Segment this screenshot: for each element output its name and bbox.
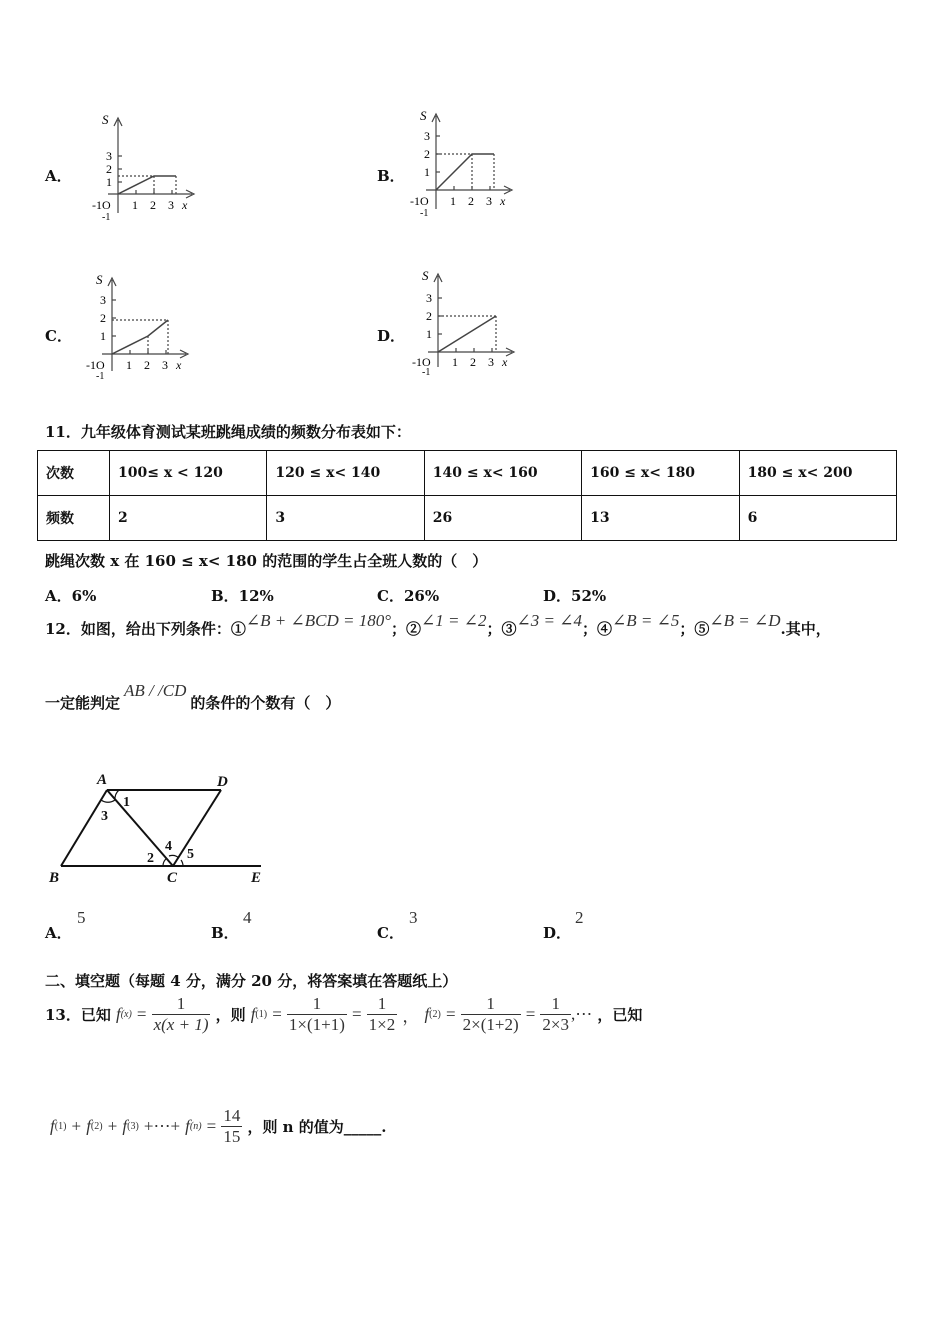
tick-y-1: 1 bbox=[426, 327, 432, 341]
table-cell: 频数 bbox=[38, 496, 110, 541]
origin-label: -1O bbox=[412, 355, 431, 369]
tick-x-1: 1 bbox=[450, 194, 456, 208]
q12-option-a-value: 5 bbox=[77, 908, 86, 927]
denominator: 1×(1+1) bbox=[288, 1015, 345, 1034]
q12-cond1: ∠B + ∠BCD = 180° bbox=[245, 611, 392, 630]
q12-cond5: ∠B = ∠D bbox=[709, 611, 781, 630]
line-dc bbox=[173, 790, 221, 866]
denominator: 2×3 bbox=[542, 1015, 569, 1034]
tick-x-1: 1 bbox=[452, 355, 458, 369]
denominator: 1×2 bbox=[368, 1015, 396, 1034]
label-angle-2: 2 bbox=[147, 851, 154, 866]
tick-y-3: 3 bbox=[426, 291, 432, 305]
q12-option-d-value: 2 bbox=[575, 908, 584, 927]
origin-label: -1O bbox=[86, 358, 105, 372]
label-angle-5: 5 bbox=[187, 847, 194, 862]
q11-option-c: C．26% bbox=[377, 587, 440, 605]
q12-sep2: ；② bbox=[391, 620, 422, 638]
q13-known: ，已知 bbox=[597, 1006, 643, 1024]
sum-f3-sub: (3) bbox=[127, 1121, 139, 1132]
q13-then: ，则 bbox=[215, 1006, 246, 1024]
q13-frac-f1b bbox=[367, 994, 398, 1035]
q13-frac-f2b bbox=[540, 994, 571, 1035]
label-angle-3: 3 bbox=[101, 809, 108, 824]
label-a: A bbox=[97, 772, 108, 788]
equals: = bbox=[525, 1004, 536, 1024]
q13-eq: = bbox=[136, 1004, 147, 1024]
tick-x-3: 3 bbox=[488, 355, 494, 369]
label-angle-4: 4 bbox=[165, 839, 172, 854]
q12-cond3: ∠3 = ∠4 bbox=[516, 611, 582, 630]
q13-frac-f1a bbox=[287, 994, 347, 1035]
graph-line bbox=[436, 154, 494, 190]
equals: = bbox=[445, 1004, 456, 1024]
frequency-table bbox=[37, 450, 897, 541]
section-title: 二、填空题（每题 4 分，满分 20 分，将答案填在答题纸上） bbox=[45, 972, 458, 990]
x-label: x bbox=[500, 194, 506, 208]
label-angle-1: 1 bbox=[123, 795, 130, 810]
denominator: 2×(1+2) bbox=[462, 1015, 519, 1034]
origin-label: -1O bbox=[92, 198, 111, 212]
equals: = bbox=[206, 1116, 217, 1136]
sum-fn: f bbox=[185, 1116, 190, 1136]
label-c: C bbox=[167, 870, 178, 886]
plus: + bbox=[71, 1116, 82, 1136]
q12-line2 bbox=[45, 681, 341, 713]
tick-y-2: 2 bbox=[424, 147, 430, 161]
sum-fn-sub: (n) bbox=[189, 1121, 202, 1132]
table-cell: 140 ≤ x< 160 bbox=[424, 451, 581, 496]
graph-a bbox=[88, 108, 200, 224]
below-label: -1 bbox=[96, 371, 105, 382]
q12-cond4: ∠B = ∠5 bbox=[612, 611, 680, 630]
table-row bbox=[38, 451, 897, 496]
x-label: x bbox=[176, 358, 182, 372]
q11-title: 11．九年级体育测试某班跳绳成绩的频数分布表如下： bbox=[45, 423, 411, 441]
arc-2 bbox=[163, 858, 167, 866]
q12-option-b-label: B． bbox=[211, 924, 239, 942]
y-label: S bbox=[102, 112, 109, 127]
q12-sep5: ；⑤ bbox=[679, 620, 710, 638]
option-d-label: D． bbox=[377, 327, 406, 345]
line-ac bbox=[107, 790, 173, 866]
y-label: S bbox=[420, 108, 427, 123]
sum-f1-sub: (1) bbox=[54, 1121, 67, 1132]
table-cell: 160 ≤ x< 180 bbox=[582, 451, 739, 496]
x-label: x bbox=[502, 355, 508, 369]
table-cell: 次数 bbox=[38, 451, 110, 496]
comma: ， bbox=[402, 1007, 420, 1026]
q13-tail: ，则 n 的值为_____. bbox=[247, 1118, 387, 1136]
tick-y-3: 3 bbox=[106, 149, 112, 163]
tick-y-2: 2 bbox=[100, 311, 106, 325]
q13-frac-result bbox=[221, 1106, 242, 1147]
q11-question: 跳绳次数 x 在 160 ≤ x< 180 的范围的学生占全班人数的（ ） bbox=[45, 552, 488, 570]
table-cell: 100≤ x < 120 bbox=[110, 451, 267, 496]
numerator: 1 bbox=[461, 994, 521, 1015]
x-label: x bbox=[182, 198, 188, 212]
numerator: 1 bbox=[367, 994, 398, 1015]
tick-y-2: 2 bbox=[426, 309, 432, 323]
arc-3 bbox=[101, 800, 115, 802]
q13-frac-f2a bbox=[461, 994, 521, 1035]
tick-y-3: 3 bbox=[100, 293, 106, 307]
tick-y-1: 1 bbox=[424, 165, 430, 179]
plus: + bbox=[107, 1116, 118, 1136]
table-cell: 180 ≤ x< 200 bbox=[739, 451, 896, 496]
q12-line2-pre: 一定能判定 bbox=[45, 694, 121, 712]
cdots: +⋯+ bbox=[143, 1116, 181, 1136]
q12-option-d-label: D． bbox=[543, 924, 572, 942]
numerator: 1 bbox=[152, 994, 211, 1015]
q13-frac-fx bbox=[152, 994, 211, 1035]
below-label: -1 bbox=[420, 208, 429, 219]
q12-option-b-value: 4 bbox=[243, 908, 252, 927]
label-d: D bbox=[217, 774, 228, 790]
q12-suffix: .其中， bbox=[780, 620, 831, 638]
sum-f3: f bbox=[122, 1116, 128, 1136]
below-label: -1 bbox=[422, 367, 431, 378]
q12-line1 bbox=[45, 611, 831, 639]
q11-option-d: D．52% bbox=[543, 587, 607, 605]
tick-x-3: 3 bbox=[486, 194, 492, 208]
q13-f1-sub: (1) bbox=[255, 1009, 268, 1020]
q12-option-c-label: C． bbox=[377, 924, 404, 942]
tick-y-1: 1 bbox=[106, 175, 112, 189]
q11-option-a: A．6% bbox=[45, 587, 97, 605]
tick-x-2: 2 bbox=[144, 358, 150, 372]
table-cell: 3 bbox=[267, 496, 424, 541]
option-a-label: A． bbox=[45, 167, 72, 185]
numerator: 1 bbox=[287, 994, 347, 1015]
option-b-label: B． bbox=[377, 167, 405, 185]
denominator: x(x + 1) bbox=[153, 1015, 209, 1034]
equals: = bbox=[272, 1004, 282, 1024]
tick-x-1: 1 bbox=[132, 198, 138, 212]
tick-y-2: 2 bbox=[106, 162, 112, 176]
q12-sep3: ；③ bbox=[486, 620, 517, 638]
q13-f2: f bbox=[424, 1004, 430, 1024]
sum-f1: f bbox=[50, 1116, 55, 1136]
tick-x-2: 2 bbox=[150, 198, 156, 212]
q13-line2 bbox=[50, 1106, 387, 1147]
option-c-label: C． bbox=[45, 327, 72, 345]
tick-x-3: 3 bbox=[168, 198, 174, 212]
graph-b bbox=[406, 104, 518, 220]
table-cell: 13 bbox=[582, 496, 739, 541]
table-cell: 2 bbox=[110, 496, 267, 541]
q12-figure bbox=[45, 768, 275, 888]
sum-f2: f bbox=[86, 1116, 91, 1136]
tick-y-1: 1 bbox=[100, 329, 106, 343]
label-e: E bbox=[251, 870, 262, 886]
graph-line bbox=[438, 316, 496, 352]
label-b: B bbox=[49, 870, 60, 886]
y-label: S bbox=[422, 268, 429, 283]
q12-prefix: 12．如图，给出下列条件：① bbox=[45, 620, 246, 638]
numerator: 14 bbox=[223, 1106, 241, 1125]
q13-prefix: 13．已知 bbox=[45, 1006, 111, 1024]
q12-sep4: ；④ bbox=[581, 620, 612, 638]
q12-line2-math: AB / /CD bbox=[124, 681, 187, 700]
q12-option-c-value: 3 bbox=[409, 908, 418, 927]
q13-line1 bbox=[45, 994, 642, 1035]
table-cell: 120 ≤ x< 140 bbox=[267, 451, 424, 496]
denominator: 15 bbox=[223, 1127, 241, 1146]
equals: = bbox=[351, 1004, 362, 1024]
tick-x-2: 2 bbox=[468, 194, 474, 208]
graph-c bbox=[82, 266, 194, 382]
y-label: S bbox=[96, 272, 103, 287]
q13-f1: f bbox=[250, 1004, 256, 1024]
q12-cond2: ∠1 = ∠2 bbox=[421, 611, 487, 630]
tick-x-1: 1 bbox=[126, 358, 132, 372]
q12-line2-post: 的条件的个数有（ ） bbox=[190, 694, 341, 712]
numerator: 1 bbox=[540, 994, 571, 1015]
graph-d bbox=[408, 262, 520, 378]
below-label: -1 bbox=[102, 212, 111, 223]
q11-option-b: B．12% bbox=[211, 587, 274, 605]
sum-f2-sub: (2) bbox=[90, 1121, 103, 1132]
table-row bbox=[38, 496, 897, 541]
graph-line bbox=[112, 320, 168, 354]
table-cell: 26 bbox=[424, 496, 581, 541]
tick-x-3: 3 bbox=[162, 358, 168, 372]
table-cell: 6 bbox=[739, 496, 896, 541]
dots: ,⋯ bbox=[571, 1004, 593, 1024]
line-ab bbox=[61, 790, 107, 866]
origin-label: -1O bbox=[410, 194, 429, 208]
q13-fx-sub: (x) bbox=[120, 1009, 132, 1020]
tick-x-2: 2 bbox=[470, 355, 476, 369]
graph-line bbox=[118, 176, 176, 194]
q13-f2-sub: (2) bbox=[429, 1009, 441, 1020]
tick-y-3: 3 bbox=[424, 129, 430, 143]
q13-f: f bbox=[115, 1004, 121, 1024]
q12-option-a-label: A． bbox=[45, 924, 72, 942]
